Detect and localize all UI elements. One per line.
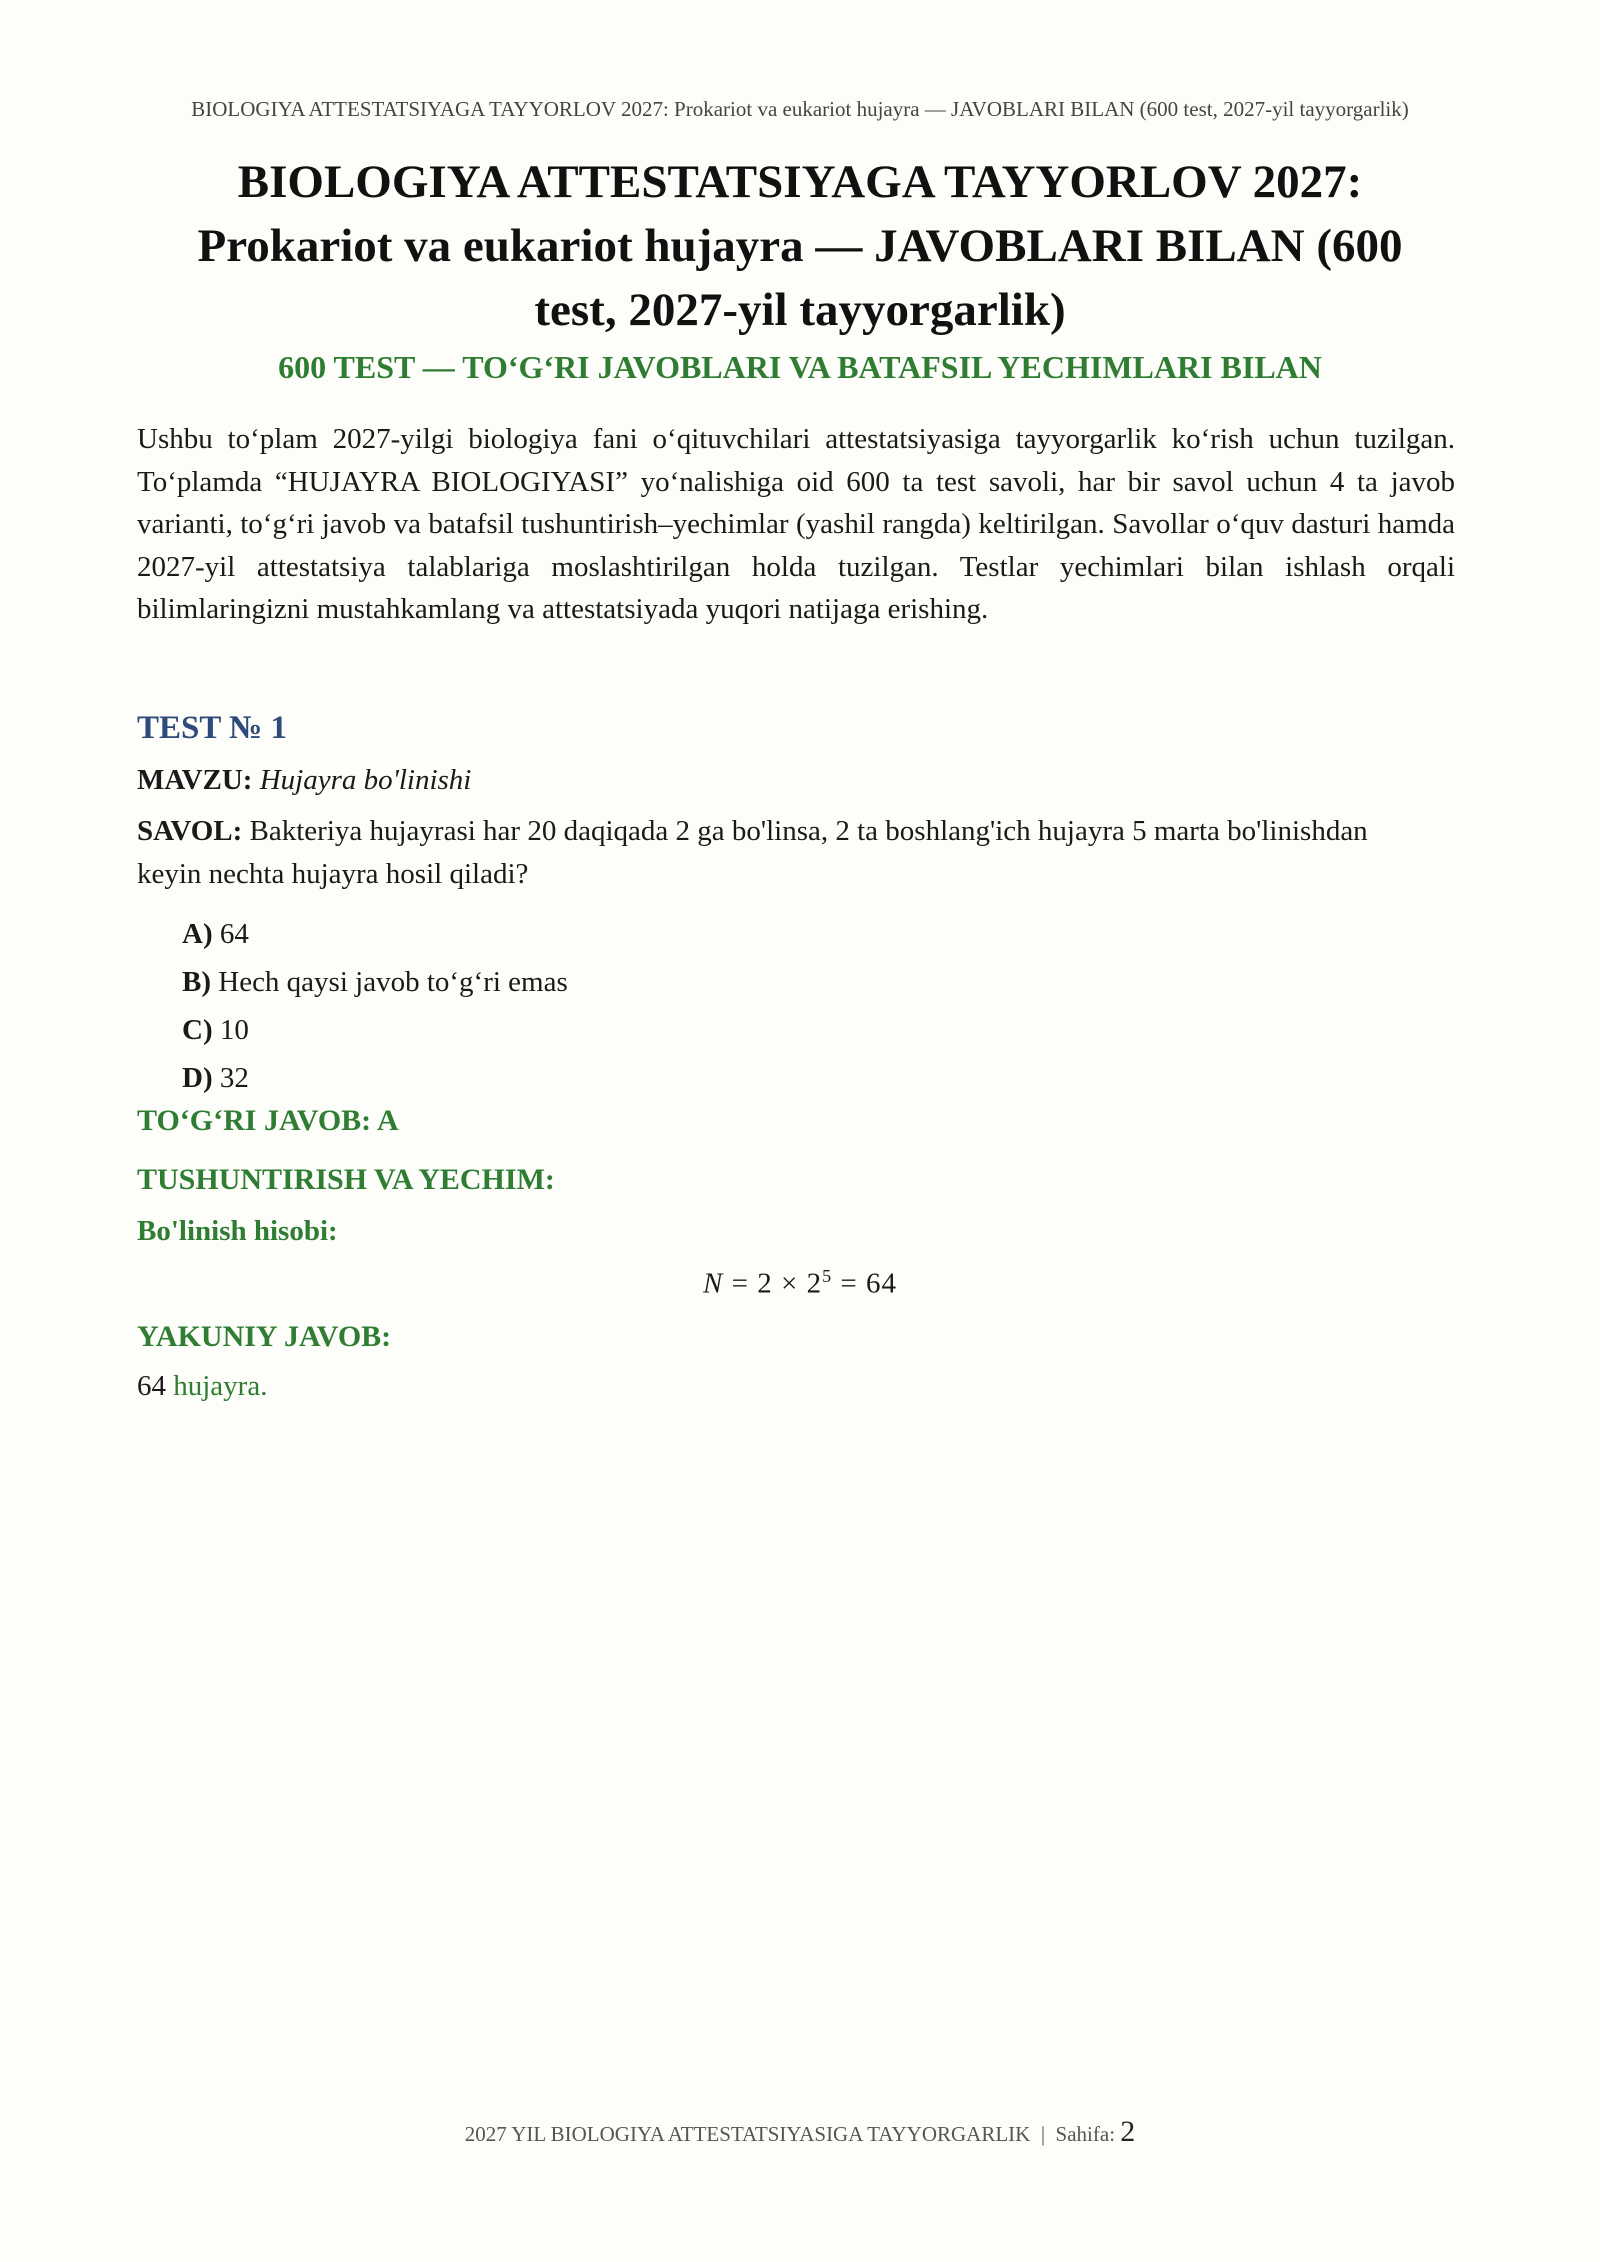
- formula: [0, 1266, 1600, 1301]
- option-c: [182, 1006, 568, 1054]
- formula-part-2: = 64: [832, 1267, 897, 1300]
- test-heading: TEST № 1: [137, 710, 287, 746]
- document-title: [140, 150, 1460, 342]
- option-text: 10: [219, 1014, 249, 1046]
- option-d: [182, 1054, 568, 1102]
- calculation-heading: Bo'linish hisobi:: [137, 1215, 338, 1247]
- topic-label: MAVZU:: [137, 764, 253, 796]
- formula-variable: N: [703, 1267, 724, 1300]
- formula-exponent: 5: [822, 1266, 833, 1286]
- question-label: SAVOL:: [137, 815, 243, 847]
- final-answer: [137, 1370, 267, 1403]
- document-subtitle: 600 TEST — TO‘G‘RI JAVOBLARI VA BATAFSIL YECHIMLARI BILAN: [278, 349, 1322, 385]
- topic-line: [137, 764, 471, 797]
- page-label: Sahifa:: [1055, 2122, 1116, 2146]
- page-footer: [0, 2115, 1600, 2149]
- option-a: [182, 910, 568, 958]
- option-letter: B): [182, 966, 211, 998]
- option-text: 32: [219, 1062, 249, 1094]
- final-answer-value: 64: [137, 1370, 166, 1402]
- answer-options: [182, 910, 568, 1102]
- option-text: 64: [219, 918, 249, 950]
- question: [137, 810, 1397, 895]
- explanation-heading: TUSHUNTIRISH VA YECHIM:: [137, 1163, 555, 1196]
- final-answer-heading: YAKUNIY JAVOB:: [137, 1320, 392, 1353]
- option-letter: D): [182, 1062, 213, 1094]
- footer-separator: |: [1040, 2122, 1046, 2146]
- correct-answer: TO‘G‘RI JAVOB: A: [137, 1104, 399, 1137]
- question-text: Bakteriya hujayrasi har 20 daqiqada 2 ga bo'linsa, 2 ta boshlang'ich hujayra 5 marta bo'linishdan keyin nechta hujayra hosil qiladi?: [137, 815, 1368, 890]
- formula-part-1: = 2 × 2: [723, 1267, 823, 1300]
- option-letter: A): [182, 918, 213, 950]
- final-answer-unit: hujayra.: [173, 1370, 268, 1402]
- running-header: BIOLOGIYA ATTESTATSIYAGA TAYYORLOV 2027: Prokariot va eukariot hujayra — JAVOBLARI BILAN (600 test, 2027-yil tayyorgarlik): [191, 97, 1409, 121]
- option-letter: C): [182, 1014, 213, 1046]
- option-text: Hech qaysi javob to‘g‘ri emas: [218, 966, 568, 998]
- topic-value: Hujayra bo'linishi: [259, 764, 472, 796]
- title-line-2: Prokariot va eukariot hujayra — JAVOBLARI BILAN (600: [197, 220, 1403, 272]
- title-line-3: test, 2027-yil tayyorgarlik): [534, 284, 1066, 336]
- footer-text: 2027 YIL BIOLOGIYA ATTESTATSIYASIGA TAYYORGARLIK: [464, 2122, 1031, 2146]
- page-number: 2: [1120, 2115, 1136, 2148]
- intro-paragraph: Ushbu to‘plam 2027-yilgi biologiya fani o‘qituvchilari attestatsiyasiga tayyorgarlik ko‘rish uchun tuzilgan. To‘plamda “HUJAYRA BIOLOGIYASI” yo‘nalishiga oid 600 ta test savoli, har bir savol uchun 4 ta javob varianti, to‘g‘ri javob va batafsil tushuntirish–yechimlar (yashil rangda) keltirilgan. Savollar o‘quv dasturi hamda 2027-yil attestatsiya talablariga moslashtirilgan holda tuzilgan. Testlar yechimlari bilan ishlash orqali bilimlaringizni mustahkamlang va attestatsiyada yuqori natijaga erishing.: [137, 423, 1455, 625]
- option-b: [182, 958, 568, 1006]
- title-line-1: BIOLOGIYA ATTESTATSIYAGA TAYYORLOV 2027:: [237, 156, 1363, 208]
